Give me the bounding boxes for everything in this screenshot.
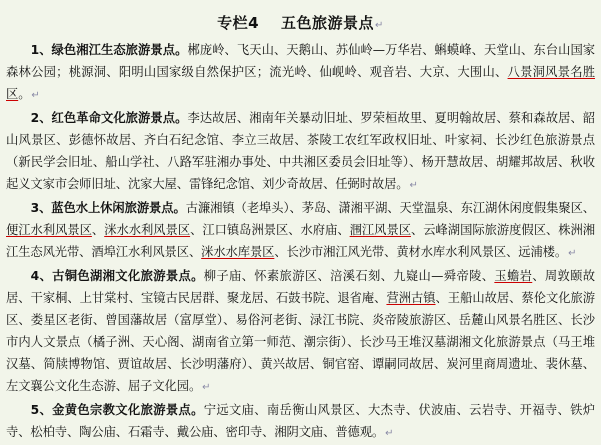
section-heading: 4、古铜色湖湘文化旅游景点。 (30, 269, 204, 283)
underlined-term: 八景洞风景名胜区 (6, 65, 595, 101)
section-heading: 3、蓝色水上休闲旅游景点。 (30, 201, 186, 215)
section-bronze (6, 265, 595, 399)
section-body: 、云峰湖国际旅游度假区、株洲湘江生态风光带、酒埠江水利风景区、 (6, 223, 595, 259)
section-body: 、江口镇岛洲景区、水府庙、 (190, 223, 350, 237)
section-heading: 1、绿色湘江生态旅游景点。 (30, 43, 188, 57)
paragraph-mark: ↵ (385, 428, 394, 439)
section-blue (6, 197, 595, 265)
paragraph-mark: ↵ (202, 382, 211, 393)
section-green (6, 39, 595, 107)
section-heading: 5、金黄色宗教文化旅游景点。 (30, 403, 204, 417)
section-body: 柳子庙、怀素旅游区、涪溪石刻、九嶷山—舜帝陵、 (203, 269, 495, 283)
section-body: 、长沙市湘江风光带、黄材水库水利风景区、远浦楼。 (274, 245, 568, 259)
paragraph-mark: ↵ (31, 90, 40, 101)
underlined-term: 营洲古镇 (386, 291, 436, 305)
section-body: 郴庞岭、飞天山、天鹅山、苏仙岭—万华岩、蝌蟆峰、天堂山、东台山国家森林公园；桃源洞、阳明山国家级自然保护区；流光岭、仙岘岭、观音岩、大京、大围山、 (6, 43, 596, 79)
paragraph-mark: ↵ (375, 20, 384, 31)
section-body: 、王船山故居、蔡伦文化旅游区、娄星区老街、曾国藩故居（富厚堂）、易俗河老街、渌江书院、炎帝陵旅游区、岳麓山风景名胜区、长沙市内人文景点（橘子洲、天心阁、湖南省立第一师范、潮宗街）、长沙马王堆汉墓湖湘文化旅游景点（马王堆汉墓、简牍博物馆、贾谊故居、长沙明藩府）、黄兴故居、铜官窑、谭嗣同故居、炭河里商周遗址、裴休墓、左文襄公文化生态游、屈子文化园。 (6, 291, 595, 393)
section-body: 宁远文庙、南岳衡山风景区、大杰寺、伏波庙、云岩寺、开福寺、铁炉寺、松柏寺、陶公庙、石霜寺、戴公庙、密印寺、湘阴文庙、普德观。 (6, 403, 595, 439)
section-body: 李达故居、湘南年关暴动旧址、罗荣桓故里、夏明翰故居、蔡和森故居、韶山风景区、彭德怀故居、齐白石纪念馆、李立三故居、茶陵工农红军政权旧址、叶家祠、长沙红色旅游景点（新民学会旧址、船山学社、八路军驻湘办事处、中共湘区委员会旧址等）、杨开慧故居、胡耀邦故居、秋收起义文家市会师旧址、沈家大屋、雷锋纪念馆、刘少奇故居、任弼时故居。 (6, 111, 596, 191)
underlined-term: 涠江风景区 (349, 223, 411, 237)
underlined-term: 便江水利风景区 (6, 223, 92, 237)
page-title: 五色旅游景点 (281, 14, 375, 32)
section-body: 、周敦颐故居、干家桐、上甘棠村、宝镜古民居群、聚龙居、石鼓书院、退省庵、 (6, 269, 595, 305)
section-body: 古濂湘镇（老埠头）、茅岛、潇湘平湖、天堂温泉、东江湖休闲度假集聚区、 (185, 201, 596, 215)
section-body: 。 (18, 87, 31, 101)
section-red (6, 107, 595, 197)
column-title (6, 10, 595, 36)
underlined-term: 洣水水利风景区 (104, 223, 191, 237)
section-body: 、 (91, 223, 105, 237)
paragraph-mark: ↵ (568, 248, 577, 259)
paragraph-mark: ↵ (409, 180, 418, 191)
section-gold (6, 399, 595, 445)
column-label: 专栏4 (217, 14, 260, 32)
underlined-term: 洣水水库景区 (201, 245, 275, 259)
section-heading: 2、红色革命文化旅游景点。 (30, 111, 188, 125)
underlined-term: 玉蟾岩 (494, 269, 533, 283)
